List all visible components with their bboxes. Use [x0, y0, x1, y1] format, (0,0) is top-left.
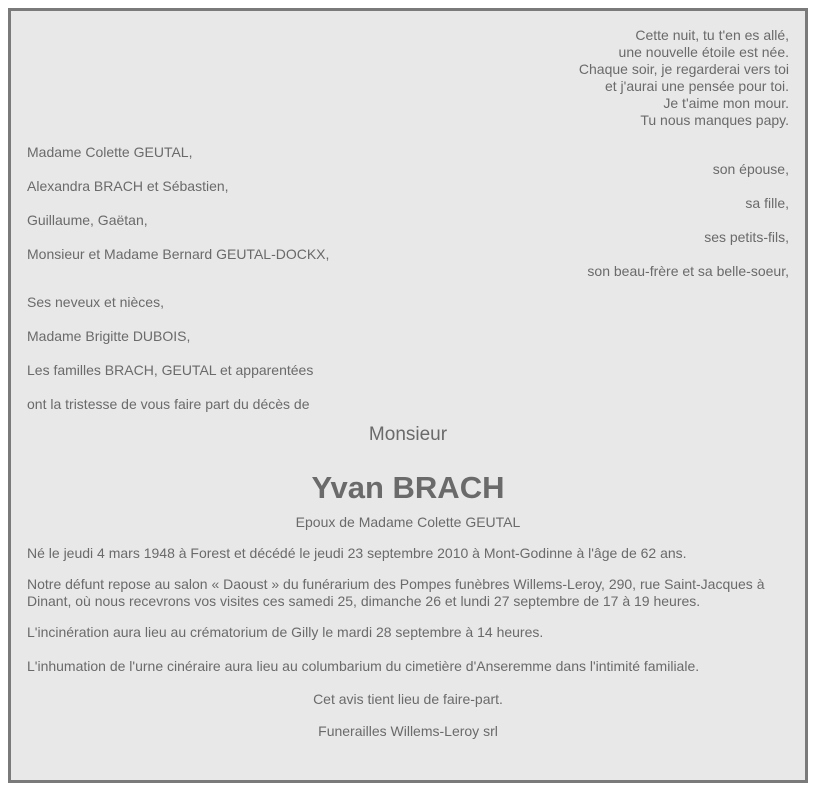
relative-line: Ses neveux et nièces,: [27, 294, 164, 310]
family-name: Madame Colette GEUTAL,: [27, 144, 193, 160]
poem-line: une nouvelle étoile est née.: [618, 44, 789, 60]
family-relation: son beau-frère et sa belle-soeur,: [587, 263, 789, 279]
announcement-line: ont la tristesse de vous faire part du décès de: [27, 396, 310, 412]
family-list: [27, 144, 789, 280]
poem-line: Je t'aime mon mour.: [663, 95, 789, 111]
paragraph-cremation: L'incinération aura lieu au crématorium de Gilly le mardi 28 septembre à 14 heures.: [27, 624, 544, 640]
signature: Funerailles Willems-Leroy srl: [318, 723, 498, 739]
paragraph-birth-death: Né le jeudi 4 mars 1948 à Forest et décédé le jeudi 23 septembre 2010 à Mont-Godinne à l'âge de 62 ans.: [27, 545, 687, 561]
poem-line: et j'aurai une pensée pour toi.: [604, 78, 789, 94]
paragraph-interment: L'inhumation de l'urne cinéraire aura lieu au columbarium du cimetière d'Anseremme dans l'intimité familiale.: [27, 658, 700, 674]
notice-content: [27, 27, 789, 740]
poem-line: Tu nous manques papy.: [640, 112, 789, 128]
family-name: Alexandra BRACH et Sébastien,: [27, 178, 229, 194]
family-relation: son épouse,: [712, 161, 789, 177]
family-relation: sa fille,: [745, 195, 789, 211]
honorific: Monsieur: [368, 424, 448, 445]
poem-line: Chaque soir, je regarderai vers toi: [578, 61, 789, 77]
relative-line: Les familles BRACH, GEUTAL et apparentées: [27, 362, 314, 378]
family-name: Guillaume, Gaëtan,: [27, 212, 148, 228]
paragraph-viewing: Notre défunt repose au salon « Daoust » du funérarium des Pompes funèbres Willems-Leroy, 290, rue Saint-Jacques à Dinant, où nous recevrons vos visites ces samedi 25, dimanche 26 et lundi 27 septembre de 17 à 19 heures.: [27, 576, 765, 609]
family-name: Monsieur et Madame Bernard GEUTAL-DOCKX,: [27, 246, 330, 262]
family-relation: ses petits-fils,: [704, 229, 789, 245]
closing-line: Cet avis tient lieu de faire-part.: [313, 691, 503, 707]
other-relatives: [27, 294, 789, 413]
spouse-line: Epoux de Madame Colette GEUTAL: [295, 514, 521, 530]
relative-line: Madame Brigitte DUBOIS,: [27, 328, 191, 344]
poem: [27, 27, 789, 129]
deceased-name: Yvan BRACH: [311, 470, 505, 505]
poem-line: Cette nuit, tu t'en es allé,: [635, 27, 789, 43]
notice-frame: [8, 8, 808, 783]
